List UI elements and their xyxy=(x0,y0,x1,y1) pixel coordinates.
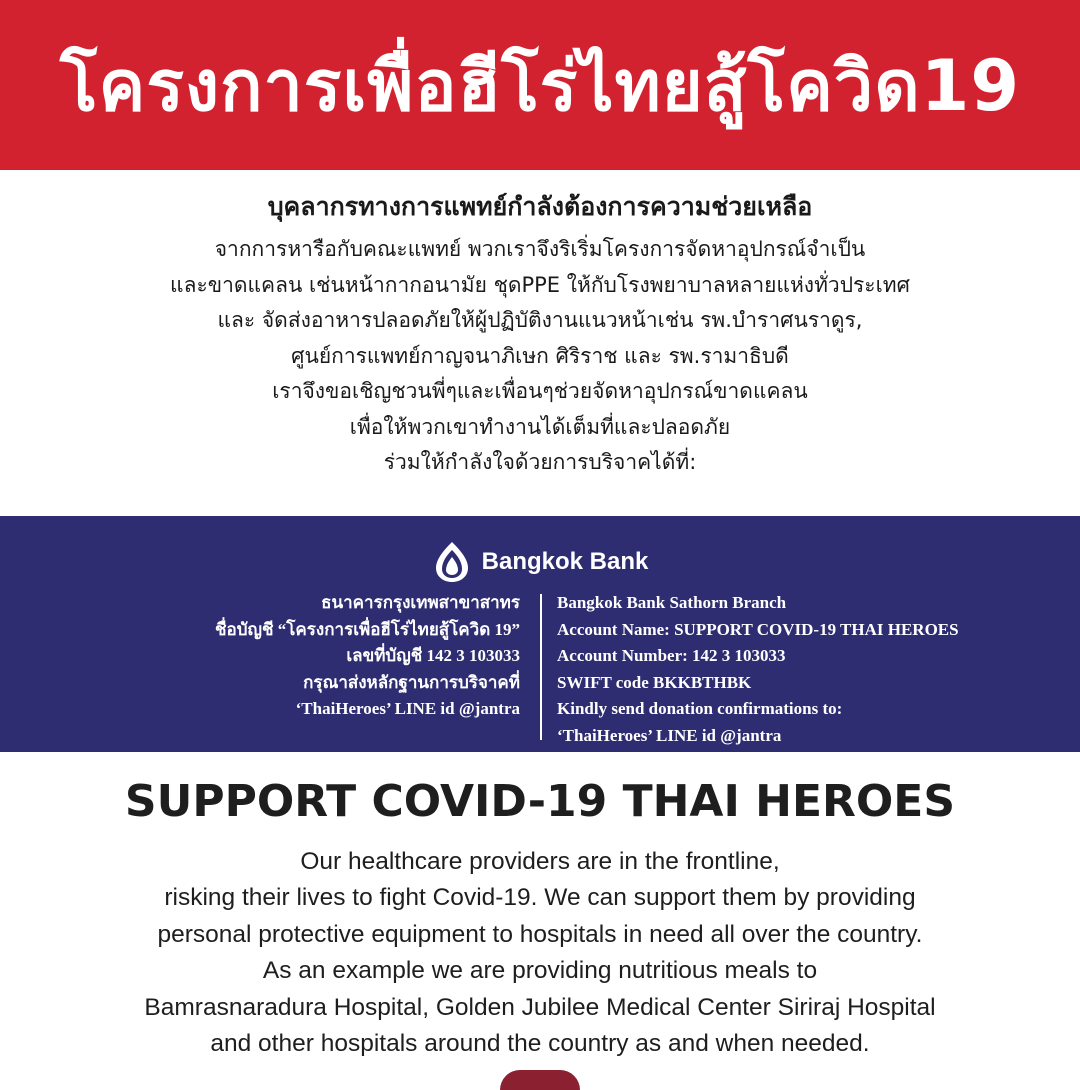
bank-thai-line: ‘ThaiHeroes’ LINE id @jantra xyxy=(295,699,520,718)
bank-thai-line: ชื่อบัญชี “โครงการเพื่อฮีโร่ไทยสู้โควิด 19” xyxy=(214,619,520,639)
bank-divider xyxy=(540,594,542,740)
bank-english-line: SWIFT code BKKBTHBK xyxy=(557,672,752,692)
thai-line: เราจึงขอเชิญชวนพี่ๆและเพื่อนๆช่วยจัดหาอุปกรณ์ขาดแคลน xyxy=(272,379,808,403)
thai-line: ร่วมให้กำลังใจด้วยการบริจาคได้ที่: xyxy=(383,450,697,474)
thai-line: และขาดแคลน เช่นหน้ากากอนามัย ชุดPPE ให้กับโรงพยาบาลหลายแห่งทั่วประเทศ xyxy=(170,272,910,297)
english-title: SUPPORT COVID-19 THAI HEROES xyxy=(124,776,956,827)
thai-description xyxy=(0,188,1080,481)
top-banner xyxy=(0,0,1080,170)
english-line: As an example we are providing nutritious meals to xyxy=(262,957,818,985)
bank-logo xyxy=(0,540,1080,584)
english-line: personal protective equipment to hospitals in need all over the country. xyxy=(157,920,923,948)
bank-thai-details xyxy=(0,590,520,723)
bank-english-details xyxy=(557,590,1067,749)
english-line: risking their lives to fight Covid-19. We can support them by providing xyxy=(164,884,916,912)
thai-title: โครงการเพื่อฮีโร่ไทยสู้โควิด19 xyxy=(59,44,1021,127)
english-description xyxy=(0,844,1080,1062)
thai-line: และ จัดส่งอาหารปลอดภัยให้ผู้ปฏิบัติงานแนวหน้าเช่น รพ.บำราศนราดูร, xyxy=(217,308,863,332)
thai-line: ศูนย์การแพทย์กาญจนาภิเษก ศิริราช และ รพ.รามาธิบดี xyxy=(291,343,789,368)
thai-line: จากการหารือกับคณะแพทย์ พวกเราจึงริเริ่มโครงการจัดหาอุปกรณ์จำเป็น xyxy=(214,237,866,261)
bank-english-line: ‘ThaiHeroes’ LINE id @jantra xyxy=(557,725,782,745)
thai-line: เพื่อให้พวกเขาทำงานได้เต็มที่และปลอดภัย xyxy=(349,414,731,439)
english-line: and other hospitals around the country as and when needed. xyxy=(210,1030,870,1058)
bank-details-panel xyxy=(0,516,1080,752)
bangkok-bank-lotus-icon xyxy=(432,540,472,584)
english-line: Our healthcare providers are in the frontline, xyxy=(300,848,780,875)
bank-english-line: Account Name: SUPPORT COVID-19 THAI HEROES xyxy=(557,619,959,639)
bank-thai-line: กรุณาส่งหลักฐานการบริจาคที่ xyxy=(303,672,520,692)
bank-english-line: Bangkok Bank Sathorn Branch xyxy=(557,593,787,612)
bottom-accent-shape xyxy=(500,1070,580,1090)
english-line: Bamrasnaradura Hospital, Golden Jubilee Medical Center Siriraj Hospital xyxy=(144,993,936,1021)
bank-name: Bangkok Bank xyxy=(481,548,649,575)
bank-thai-line: เลขที่บัญชี 142 3 103033 xyxy=(346,646,520,665)
bank-english-line: Account Number: 142 3 103033 xyxy=(557,646,786,665)
bank-english-line: Kindly send donation confirmations to: xyxy=(557,699,843,718)
thai-heading: บุคลากรทางการแพทย์กำลังต้องการความช่วยเหลือ xyxy=(267,192,813,221)
bank-thai-line: ธนาคารกรุงเทพสาขาสาทร xyxy=(321,593,520,612)
